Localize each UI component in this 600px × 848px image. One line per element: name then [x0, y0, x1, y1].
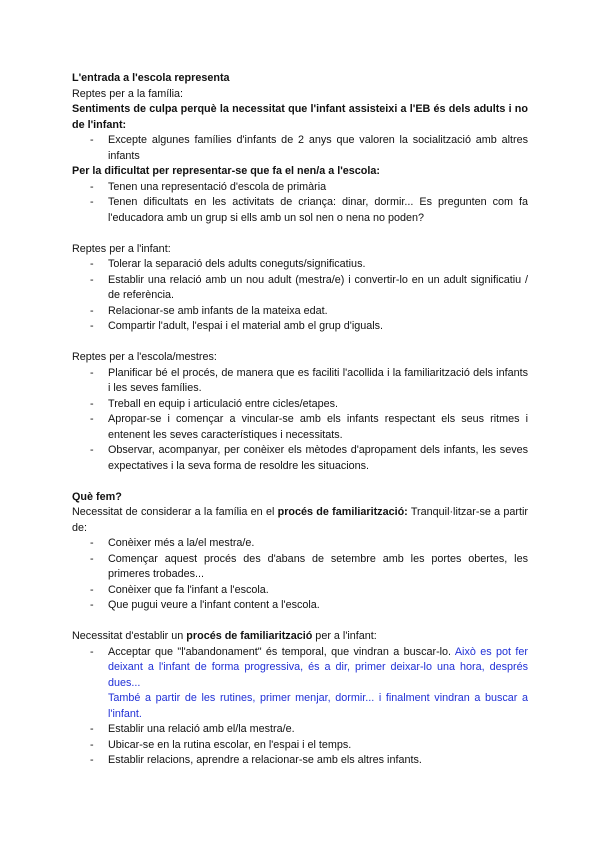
- school-heading: Reptes per a l'escola/mestres:: [72, 351, 217, 363]
- list-item: - Que pugui veure a l'infant content a l'escola.: [72, 598, 528, 614]
- paragraph-bold-text: procés de familiarització: [186, 630, 313, 642]
- list-item: - Tenen una representació d'escola de primària: [72, 180, 528, 196]
- paragraph-text: Necessitat d'establir un: [72, 630, 187, 642]
- list-item: - Establir una relació amb el/la mestra/e.: [72, 722, 528, 738]
- spacer: [72, 335, 528, 351]
- list-item: - Conèixer més a la/el mestra/e.: [72, 536, 528, 552]
- highlighted-note: També a partir de les rutines, primer menjar, dormir... i finalment vindran a buscar a l'infant.: [108, 692, 528, 720]
- list-item: - Establir relacions, aprendre a relacionar-se amb els altres infants.: [72, 753, 528, 769]
- child-familiarization-paragraph: [72, 629, 528, 645]
- family-familiarization-list: [72, 536, 528, 614]
- families-guilt-subheading: Sentiments de culpa perquè la necessitat que l'infant assisteixi a l'EB és dels adults i no de l'infant:: [72, 103, 528, 131]
- what-heading: Què fem?: [72, 490, 122, 503]
- paragraph-text: Necessitat de considerar a la família en el: [72, 506, 278, 518]
- list-item: - Tolerar la separació dels adults coneguts/significatius.: [72, 257, 528, 273]
- child-familiarization-list: [72, 645, 528, 769]
- list-item-text: Acceptar que "l'abandonament" és temporal, que vindran a buscar-lo.: [108, 645, 452, 658]
- paragraph-text: per a l'infant:: [312, 630, 377, 642]
- document-title: L'entrada a l'escola representa: [72, 72, 230, 84]
- spacer: [72, 614, 528, 630]
- families-heading: Reptes per a la família:: [72, 87, 184, 100]
- spacer: [72, 474, 528, 490]
- paragraph-bold-text: procés de familiarització:: [277, 506, 408, 518]
- list-item: - Excepte algunes famílies d'infants de 2 anys que valoren la socialització amb altres infants: [72, 133, 528, 164]
- spacer: [72, 226, 528, 242]
- list-item: - Tenen dificultats en les activitats de criança: dinar, dormir... Es pregunten com fa l'educadora amb un grup si ells amb un sol nen o nena no poden?: [72, 195, 528, 226]
- list-item: - Observar, acompanyar, per conèixer els mètodes d'apropament dels infants, les seves expectatives i la seva forma de resoldre les situacions.: [72, 443, 528, 474]
- list-item: - Treball en equip i articulació entre cicles/etapes.: [72, 397, 528, 413]
- child-heading: Reptes per a l'infant:: [72, 242, 171, 255]
- school-list: [72, 366, 528, 475]
- paragraph-text: Tranquil·litzar-se a partir de:: [72, 506, 528, 534]
- list-item: [72, 645, 528, 723]
- document-content: [72, 71, 528, 769]
- list-item: - Conèixer que fa l'infant a l'escola.: [72, 583, 528, 599]
- list-item: - Començar aquest procés des d'abans de setembre amb les portes obertes, les primeres trobades...: [72, 552, 528, 583]
- families-difficulty-list: [72, 180, 528, 227]
- highlighted-note: Això es pot fer deixant a l'infant de forma progressiva, és a dir, primer deixar-lo una hora, després dues...: [108, 645, 528, 689]
- list-item: - Ubicar-se en la rutina escolar, en l'espai i el temps.: [72, 738, 528, 754]
- list-item: - Planificar bé el procés, de manera que es faciliti l'acollida i la familiarització dels infants i les seves famílies.: [72, 366, 528, 397]
- list-item: - Compartir l'adult, l'espai i el material amb el grup d'iguals.: [72, 319, 528, 335]
- list-item: - Establir una relació amb un nou adult (mestra/e) i convertir-lo en un adult significatiu / de referència.: [72, 273, 528, 304]
- list-item: - Apropar-se i començar a vincular-se amb els infants respectant els seus ritmes i entenent les seves característiques i necessitats.: [72, 412, 528, 443]
- family-familiarization-paragraph: [72, 505, 528, 536]
- families-difficulty-subheading: Per la dificultat per representar-se que fa el nen/a a l'escola:: [72, 165, 380, 177]
- families-guilt-list: [72, 133, 528, 164]
- child-list: [72, 257, 528, 335]
- list-item: - Relacionar-se amb infants de la mateixa edat.: [72, 304, 528, 320]
